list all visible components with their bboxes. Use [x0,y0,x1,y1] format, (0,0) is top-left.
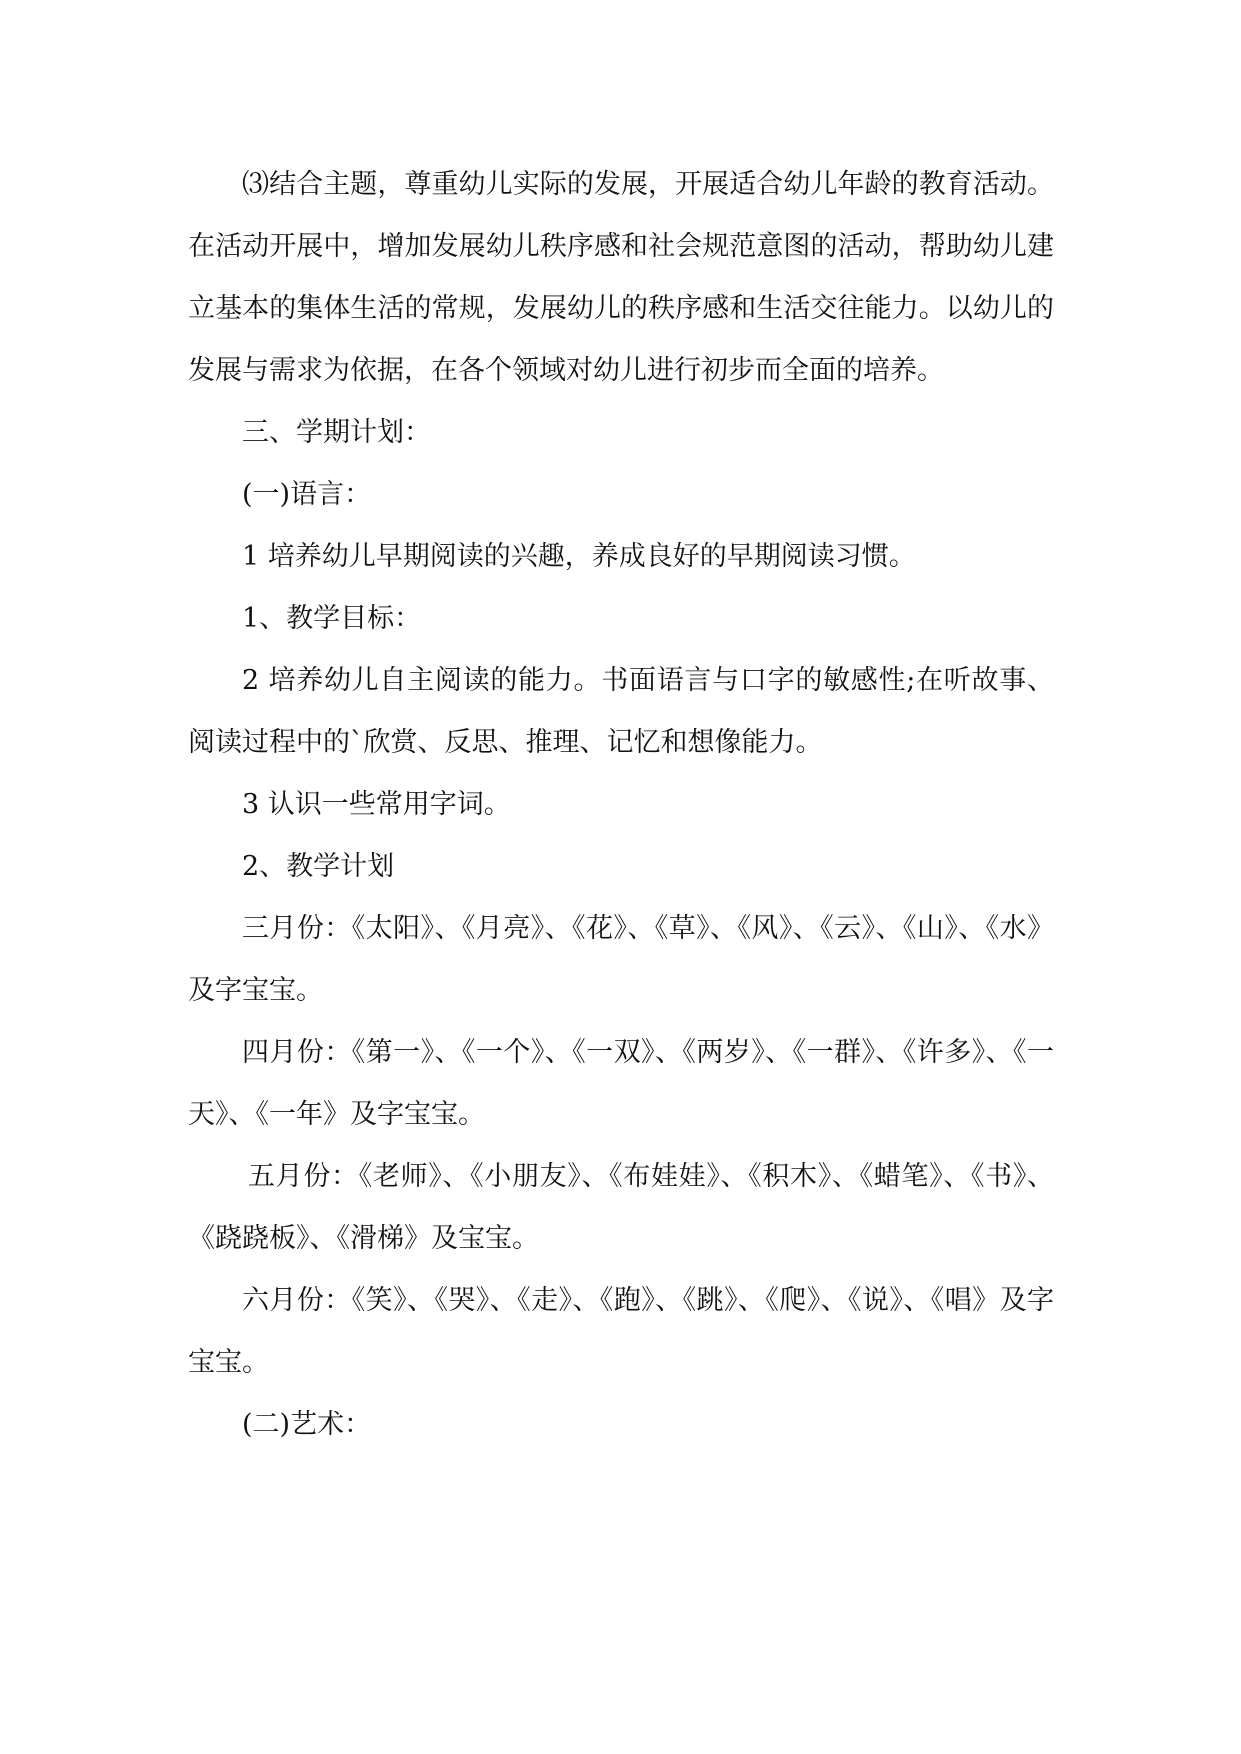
paragraph-april: 四月份：《第一》、《一个》、《一双》、《两岁》、《一群》、《许多》、《一天》、《一年》及字宝宝。 [188,1037,1054,1130]
paragraph-goal-3: ⑶结合主题，尊重幼儿实际的发展，开展适合幼儿年龄的教育活动。在活动开展中，增加发展幼儿秩序感和社会规范意图的活动，帮助幼儿建立基本的集体生活的常规，发展幼儿的秩序感和生活交往能力。以幼儿的发展与需求为依据，在各个领域对幼儿进行初步而全面的培养。 [188,169,1054,386]
heading-semester-plan: 三、学期计划： [242,417,431,448]
paragraph-common-words: 3 认识一些常用字词。 [242,789,511,820]
heading-teaching-plan: 2、教学计划 [242,851,395,882]
paragraph-reading-interest: 1 培养幼儿早期阅读的兴趣，养成良好的早期阅读习惯。 [242,541,916,572]
paragraph-march: 三月份：《太阳》、《月亮》、《花》、《草》、《风》、《云》、《山》、《水》及字宝宝。 [188,913,1054,1006]
heading-teaching-goals: 1、教学目标： [242,603,422,634]
heading-language: (一)语言： [242,479,372,510]
document-page [188,154,1054,1456]
paragraph-june: 六月份：《笑》、《哭》、《走》、《跑》、《跳》、《爬》、《说》、《唱》及字宝宝。 [188,1285,1054,1378]
paragraph-may: 五月份：《老师》、《小朋友》、《布娃娃》、《积木》、《蜡笔》、《书》、《跷跷板》、《滑梯》及宝宝。 [188,1161,1054,1254]
paragraph-reading-ability: 2 培养幼儿自主阅读的能力。书面语言与口字的敏感性;在听故事、阅读过程中的`欣赏、反思、推理、记忆和想像能力。 [188,665,1054,758]
heading-art: (二)艺术： [242,1409,372,1440]
